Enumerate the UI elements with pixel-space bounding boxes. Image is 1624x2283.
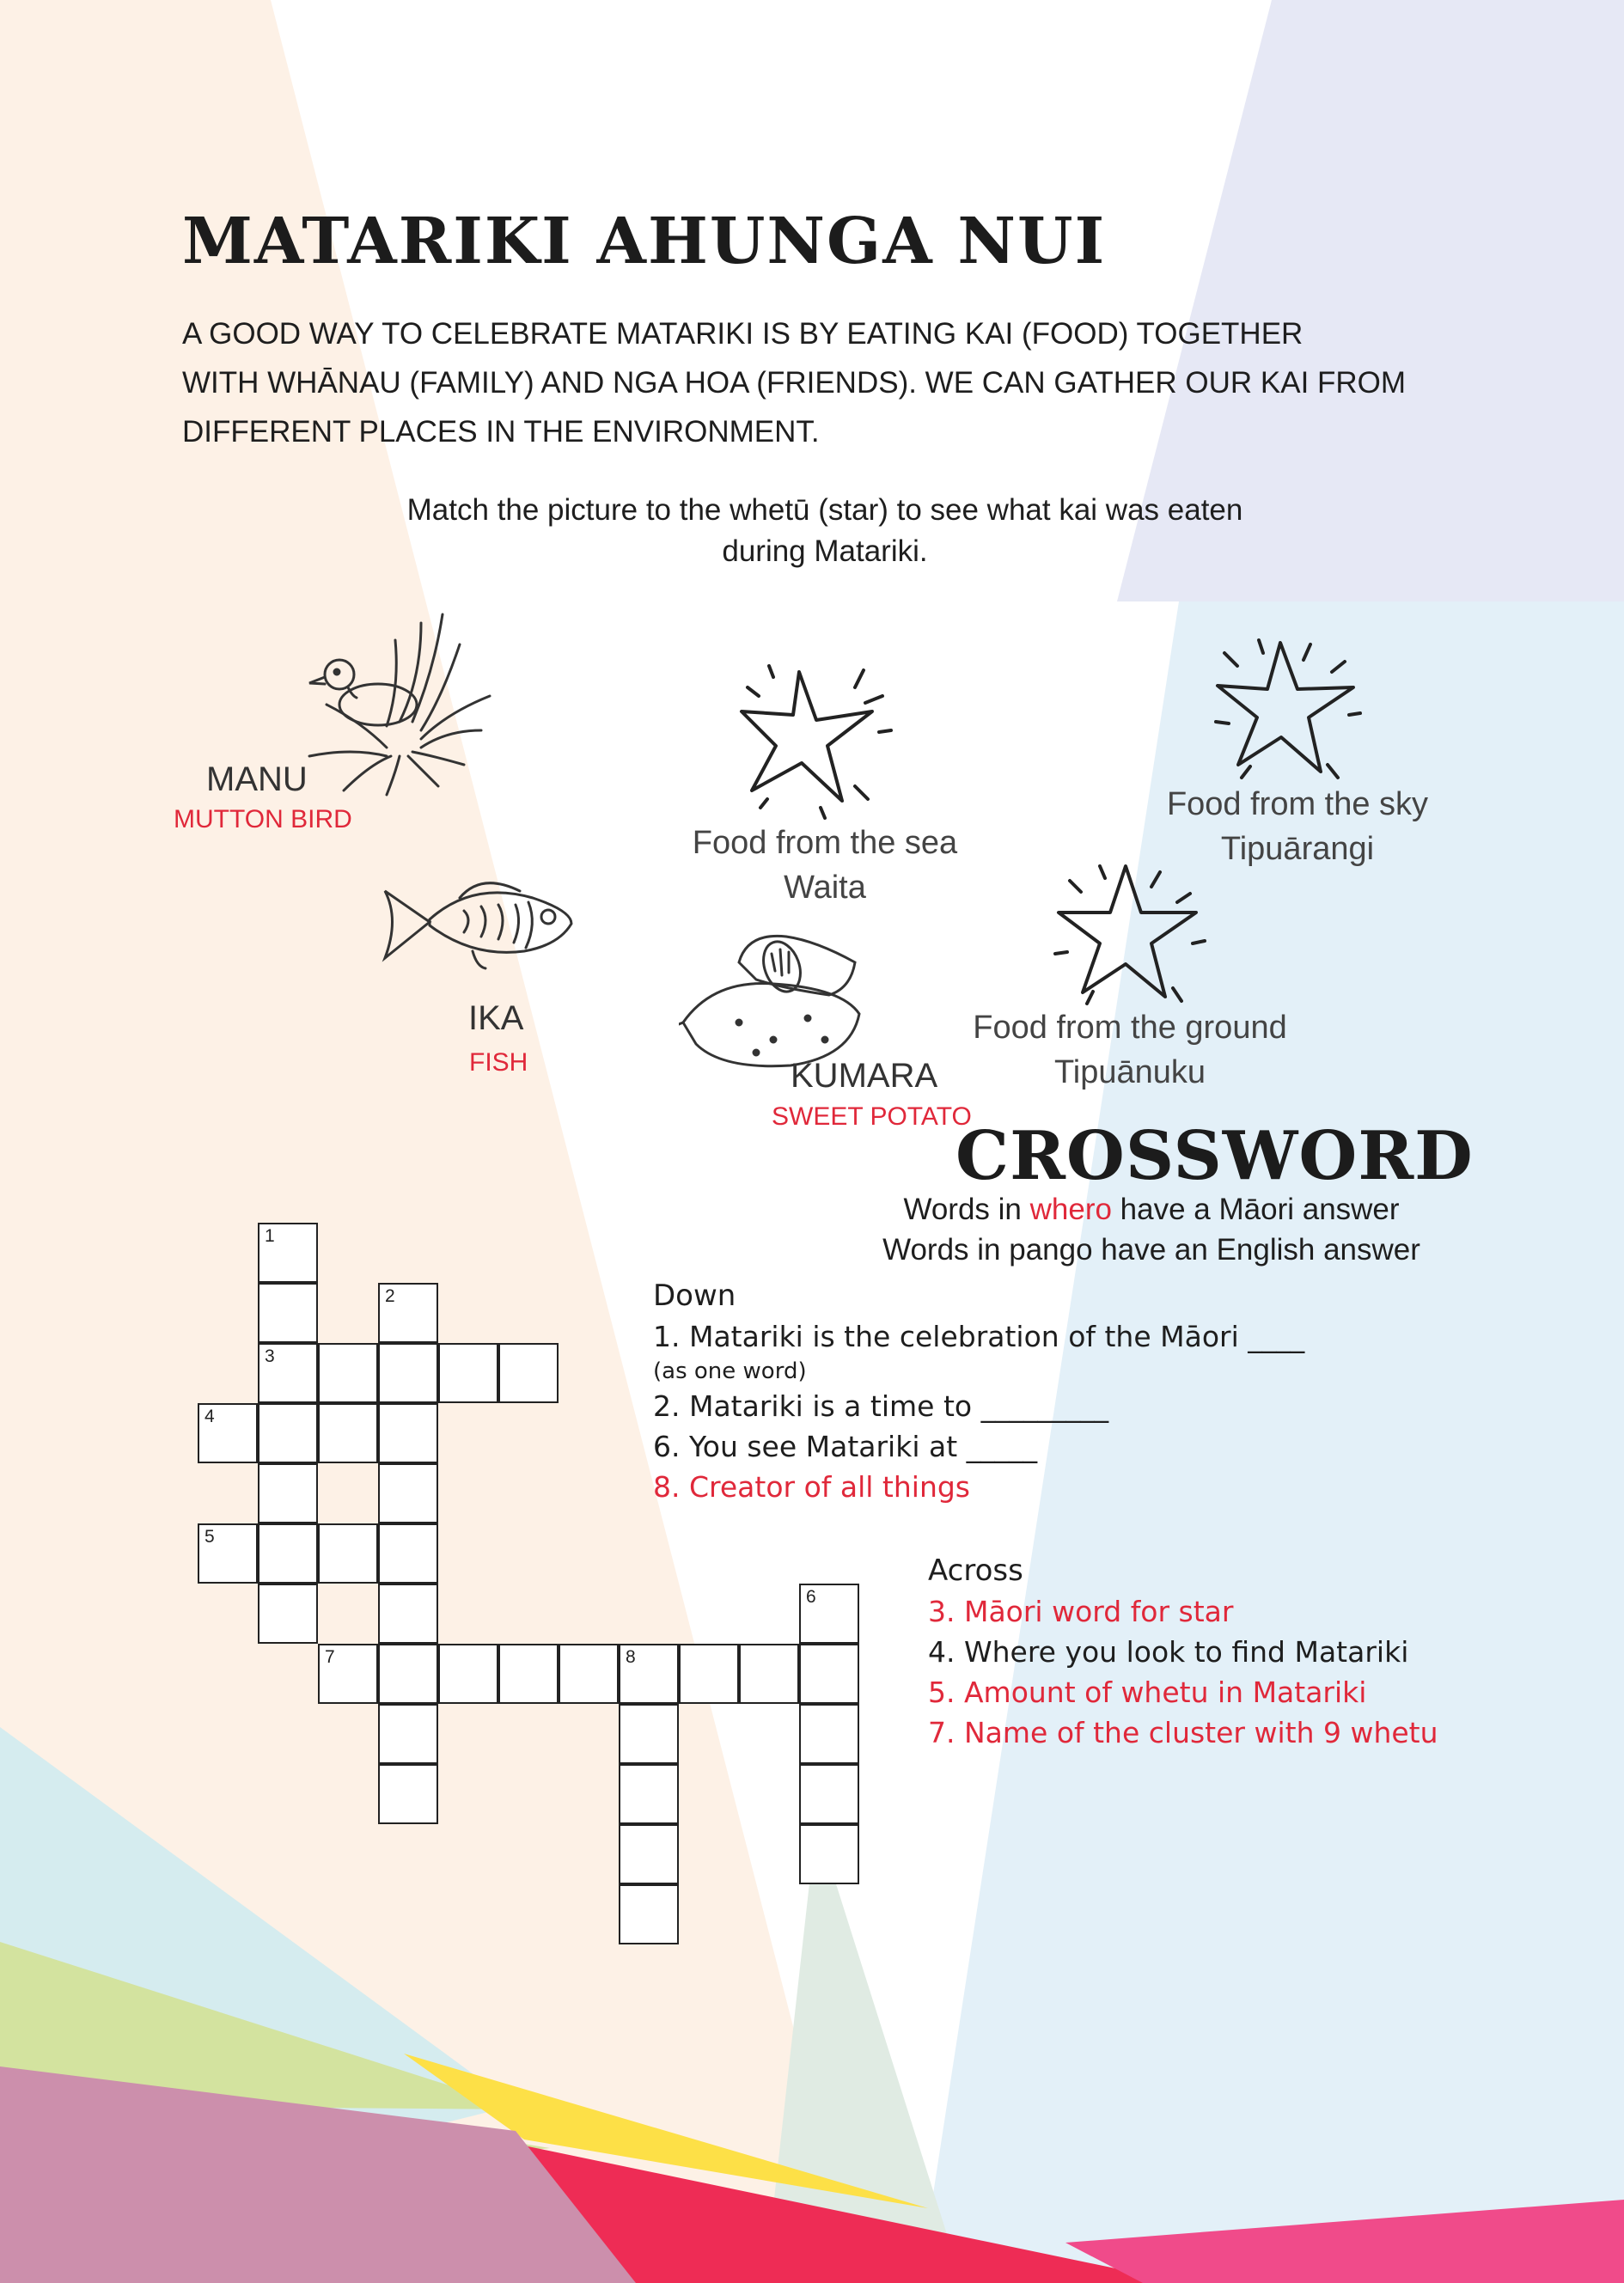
mutton-bird-translation: MUTTON BIRD [174, 805, 352, 833]
instruction-line: Match the picture to the whetū (star) to see what kai was eaten [406, 493, 1243, 527]
intro-paragraph [182, 309, 1488, 456]
crossword-cell[interactable] [619, 1704, 679, 1764]
crossword-cell[interactable] [438, 1644, 498, 1704]
crossword-cell[interactable] [378, 1343, 438, 1403]
instruction-line: during Matariki. [722, 534, 928, 568]
star-ground-line2: Tipuānuku [1053, 1054, 1206, 1090]
crossword-title: CROSSWORD [955, 1117, 1474, 1195]
down-clue: 2. Matariki is a time to _________ [653, 1389, 1109, 1423]
down-clue: 1. Matariki is the celebration of the Māori ____ [653, 1320, 1305, 1353]
page-title: MATARIKI AHUNGA NUI [182, 204, 1107, 278]
crossword-cell[interactable] [198, 1403, 258, 1463]
across-clue: 7. Name of the cluster with 9 whetu [928, 1716, 1438, 1749]
crossword-cell[interactable] [619, 1884, 679, 1944]
down-heading: Down [653, 1279, 736, 1313]
instruction-text [309, 490, 1340, 572]
crossword-number: 5 [205, 1527, 215, 1547]
star-sky-line1: Food from the sky [1166, 786, 1429, 822]
crossword-cell[interactable] [619, 1764, 679, 1824]
crossword-instruction-black: Words in pango have an English answer [882, 1233, 1420, 1267]
star-ground-label [937, 1005, 1323, 1095]
crossword-number: 1 [265, 1226, 275, 1246]
intro-line: A GOOD WAY TO CELEBRATE MATARIKI IS BY EATING KAI (FOOD) TOGETHER [182, 317, 1303, 351]
intro-line: DIFFERENT PLACES IN THE ENVIRONMENT. [182, 415, 820, 449]
ika-label: IKA [468, 999, 524, 1037]
crossword-cell[interactable] [198, 1523, 258, 1584]
crossword-number: 8 [626, 1647, 636, 1667]
across-clues [928, 1551, 1615, 1753]
star-sea-icon [735, 662, 902, 821]
sweet-potato-translation: SWEET POTATO [772, 1102, 972, 1131]
crossword-number: 6 [806, 1587, 816, 1607]
crossword-cell[interactable] [378, 1704, 438, 1764]
crossword-cell[interactable] [378, 1283, 438, 1343]
star-ground-line1: Food from the ground [973, 1010, 1287, 1046]
crossword-cell[interactable] [378, 1463, 438, 1523]
crossword-cell[interactable] [378, 1403, 438, 1463]
fish-icon [378, 872, 576, 975]
down-clues [653, 1276, 1426, 1507]
crossword-cell[interactable] [619, 1824, 679, 1884]
across-clue: 3. Māori word for star [928, 1595, 1234, 1628]
crossword-cell[interactable] [378, 1584, 438, 1644]
kumara-label: KUMARA [791, 1057, 938, 1095]
crossword-cell[interactable] [318, 1403, 378, 1463]
crossword-instruction-red: Words in whero have a Māori answer [903, 1193, 1400, 1226]
crossword-cell[interactable] [799, 1824, 859, 1884]
crossword-number: 2 [385, 1286, 395, 1306]
intro-line: WITH WHĀNAU (FAMILY) AND NGA HOA (FRIENDS). WE CAN GATHER OUR KAI FROM [182, 366, 1407, 400]
crossword-cell[interactable] [318, 1343, 378, 1403]
crossword-cell[interactable] [258, 1403, 318, 1463]
crossword-cell[interactable] [559, 1644, 619, 1704]
crossword-cell[interactable] [498, 1343, 559, 1403]
star-sea-label [653, 821, 997, 910]
crossword-cell[interactable] [258, 1283, 318, 1343]
crossword-cell[interactable] [739, 1644, 799, 1704]
crossword-number: 4 [205, 1407, 215, 1426]
crossword-cell[interactable] [258, 1523, 318, 1584]
crossword-instructions [851, 1189, 1452, 1270]
star-sea-line2: Waita [784, 870, 866, 906]
star-sky-icon [1207, 636, 1371, 786]
crossword-number: 3 [265, 1346, 275, 1366]
star-ground-icon [1048, 859, 1212, 1010]
crossword-cell[interactable] [679, 1644, 739, 1704]
crossword-cell[interactable] [318, 1523, 378, 1584]
crossword-cell[interactable] [258, 1584, 318, 1644]
crossword-cell[interactable] [318, 1644, 378, 1704]
star-sky-label [1117, 782, 1478, 871]
crossword-cell[interactable] [619, 1644, 679, 1704]
mutton-bird-icon [292, 601, 498, 799]
across-clue: 5. Amount of whetu in Matariki [928, 1676, 1367, 1709]
crossword-number: 7 [325, 1647, 335, 1667]
crossword-cell[interactable] [799, 1764, 859, 1824]
sweet-potato-icon [679, 928, 868, 1074]
crossword-cell[interactable] [799, 1704, 859, 1764]
manu-label: MANU [206, 760, 308, 798]
crossword-cell[interactable] [258, 1343, 318, 1403]
star-sky-line2: Tipuārangi [1220, 831, 1375, 867]
down-clue: 6. You see Matariki at _____ [653, 1430, 1038, 1463]
crossword-cell[interactable] [799, 1584, 859, 1644]
across-heading: Across [928, 1554, 1023, 1588]
crossword-cell[interactable] [799, 1644, 859, 1704]
crossword-cell[interactable] [498, 1644, 559, 1704]
star-sea-line1: Food from the sea [692, 825, 958, 861]
down-clue: 8. Creator of all things [653, 1470, 970, 1504]
crossword-cell[interactable] [378, 1644, 438, 1704]
crossword-cell[interactable] [378, 1523, 438, 1584]
crossword-cell[interactable] [438, 1343, 498, 1403]
fish-translation: FISH [469, 1048, 528, 1077]
crossword-cell[interactable] [258, 1223, 318, 1283]
crossword-cell[interactable] [378, 1764, 438, 1824]
across-clue: 4. Where you look to find Matariki [928, 1635, 1409, 1669]
down-clue-note: (as one word) [653, 1358, 807, 1384]
crossword-cell[interactable] [258, 1463, 318, 1523]
